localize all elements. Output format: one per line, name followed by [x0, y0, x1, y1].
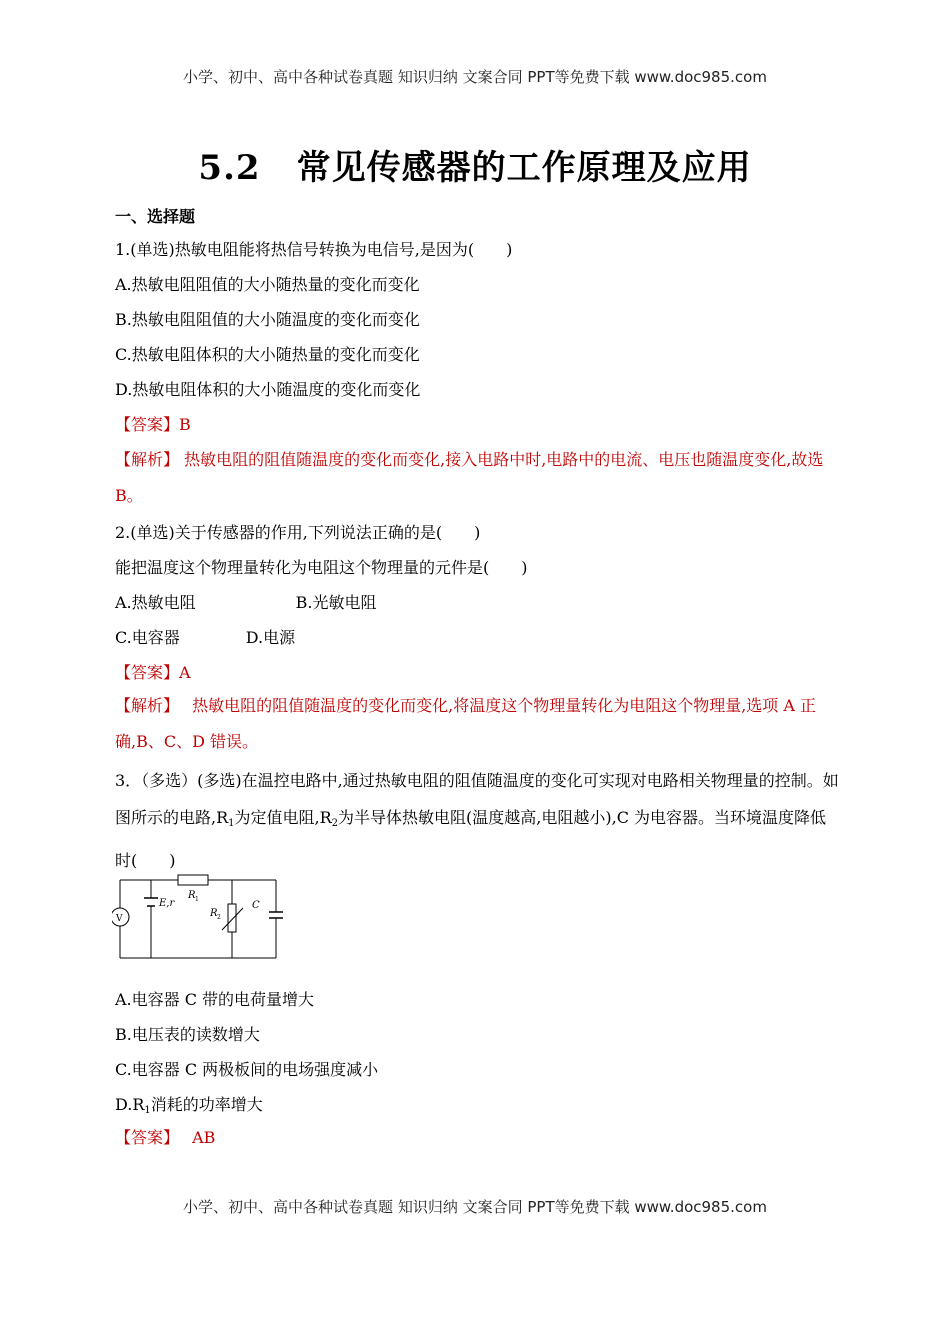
voltmeter-label: V — [116, 914, 123, 924]
page-title — [0, 140, 950, 189]
q3-stem — [115, 762, 840, 879]
title-text: 常见传感器的工作原理及应用 — [296, 148, 752, 188]
q3-stem-part-b: 为定值电阻,R — [234, 808, 332, 827]
q2-option-d: D.电源 — [245, 628, 296, 647]
q3-option-c: C.电容器 C 两极板间的电场强度减小 — [115, 1060, 379, 1079]
title-number: 5.2 — [198, 148, 261, 188]
r2-label: R — [210, 908, 218, 919]
q3-option-d-sub: 1 — [144, 1105, 151, 1116]
resistor-r1 — [178, 875, 208, 885]
q3-option-d-part-a: D.R — [115, 1095, 145, 1114]
q2-option-b: B.光敏电阻 — [295, 593, 377, 612]
q2-analysis — [115, 688, 840, 760]
battery-label: E,r — [159, 898, 175, 909]
q2-answer: 【答案】A — [115, 663, 191, 682]
q1-option-a: A.热敏电阻阻值的大小随热量的变化而变化 — [115, 275, 420, 294]
q2-analysis-label: 【解析】 — [115, 696, 172, 715]
q2-options-row-2 — [115, 626, 840, 650]
q1-stem: 1.(单选)热敏电阻能将热信号转换为电信号,是因为( ) — [115, 240, 513, 259]
q1-analysis — [115, 442, 840, 514]
q2-options-row-1 — [115, 591, 840, 615]
page-header: 小学、初中、高中各种试卷真题 知识归纳 文案合同 PPT等免费下载 www.doc985.com — [183, 68, 767, 86]
r1-label: R — [188, 890, 196, 901]
capacitor-label: C — [252, 900, 260, 911]
q2-stem-2: 能把温度这个物理量转化为电阻这个物理量的元件是( ) — [115, 558, 528, 577]
q2-stem: 2.(单选)关于传感器的作用,下列说法正确的是( ) — [115, 523, 481, 542]
q3-option-a: A.电容器 C 带的电荷量增大 — [115, 990, 315, 1009]
q3-answer-label: 【答案】 — [115, 1128, 172, 1147]
q1-analysis-text: 热敏电阻的阻值随温度的变化而变化,接入电路中时,电路中的电流、电压也随温度变化,故选 B。 — [115, 450, 824, 505]
q3-option-b: B.电压表的读数增大 — [115, 1025, 260, 1044]
q1-option-b: B.热敏电阻阻值的大小随温度的变化而变化 — [115, 310, 420, 329]
q3-stem-part-c: 为半导体热敏电阻(温度越高,电阻越小),C 为电容器。当环境温度降低时( ) — [115, 808, 827, 870]
q3-option-d — [115, 1093, 840, 1123]
page-footer: 小学、初中、高中各种试卷真题 知识归纳 文案合同 PPT等免费下载 www.doc985.com — [183, 1198, 767, 1216]
r1-label-sub: 1 — [195, 896, 199, 903]
q3-stem-sub-1: 1 — [228, 818, 235, 829]
q1-analysis-label: 【解析】 — [115, 450, 180, 469]
q3-answer-value: AB — [192, 1128, 216, 1147]
q3-option-d-part-b: 消耗的功率增大 — [150, 1095, 263, 1114]
q3-stem-part-a: 3．（多选）(多选)在温控电路中,通过热敏电阻的阻值随温度的变化可实现对电路相关物理量的控制。如图所示的电路,R — [115, 771, 839, 827]
q3-stem-sub-2: 2 — [331, 818, 339, 829]
section-heading: 一、选择题 — [115, 207, 196, 226]
q1-option-d: D.热敏电阻体积的大小随温度的变化而变化 — [115, 380, 421, 399]
q1-answer: 【答案】B — [115, 415, 191, 434]
q3-answer — [115, 1126, 840, 1150]
q1-option-c: C.热敏电阻体积的大小随热量的变化而变化 — [115, 345, 420, 364]
r2-label-sub: 2 — [217, 914, 221, 921]
circuit-diagram — [112, 872, 288, 962]
q2-option-c: C.电容器 — [115, 628, 180, 647]
thermistor-r2 — [228, 904, 236, 932]
q2-analysis-text: 热敏电阻的阻值随温度的变化而变化,将温度这个物理量转化为电阻这个物理量,选项 A 正确,B、C、D 错误。 — [115, 696, 817, 751]
q2-option-a: A.热敏电阻 — [115, 593, 196, 612]
